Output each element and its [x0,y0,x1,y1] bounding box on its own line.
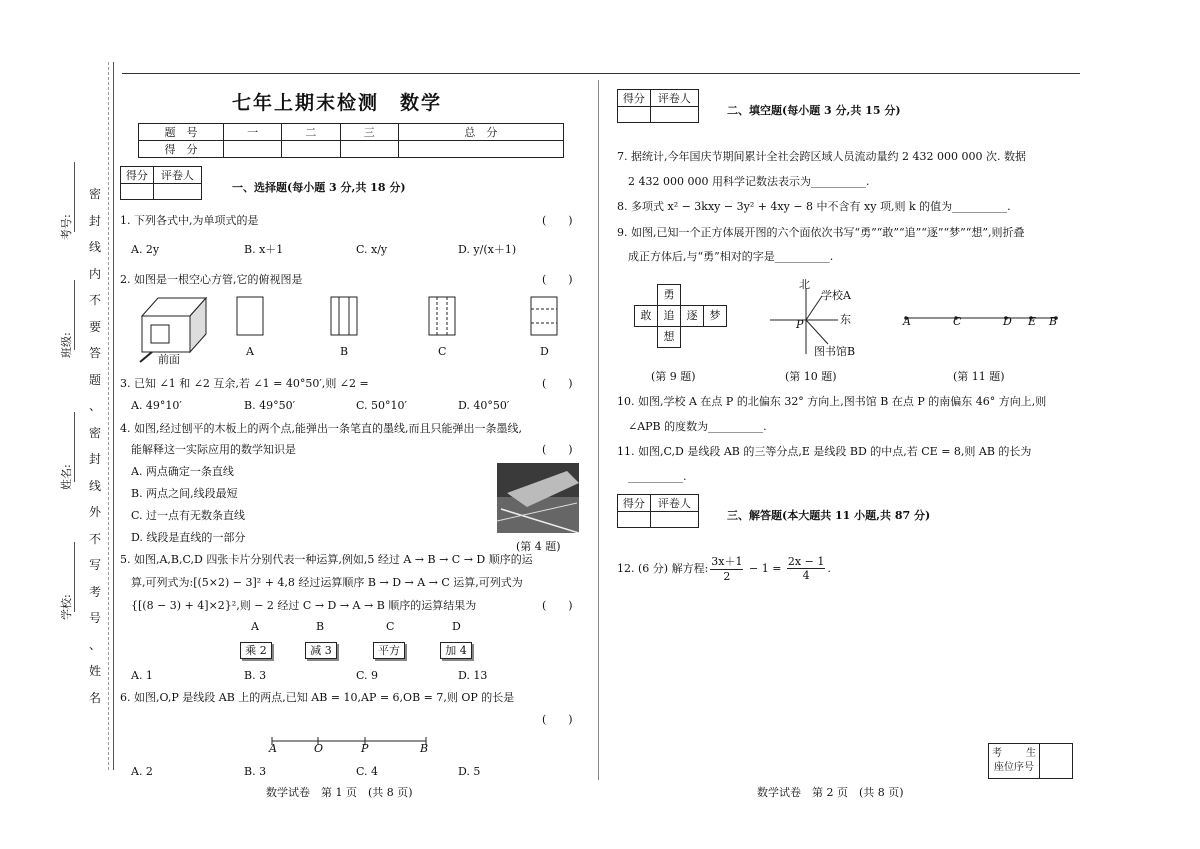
q12-lhs-denominator: 2 [723,570,731,583]
seal-warning-char: 封 [88,213,101,228]
q3-paren: ( ) [542,377,573,390]
score-header-label: 题 号 [139,124,224,141]
q5-paren: ( ) [542,599,573,612]
q6-option-c[interactable]: C. 4 [356,765,379,778]
score-row-label: 得 分 [139,141,224,158]
net-face-meng: 梦 [703,305,727,327]
sidebar-fill-line[interactable] [74,162,75,232]
section1-heading: 一、选择题(每小题 3 分,共 18 分) [232,181,406,194]
q5-card-b: 减 3 [305,642,337,659]
grader-name-cell[interactable] [153,184,201,200]
q2-paren: ( ) [542,273,573,286]
q6-option-d[interactable]: D. 5 [458,765,481,778]
grader-score-cell[interactable] [121,184,154,200]
q3-stem: 3. 已知 ∠1 和 ∠2 互余,若 ∠1 = 40°50′,则 ∠2 = [120,377,369,390]
q12-lhs-numerator: 3x＋1 [711,555,743,568]
grader-score-cell[interactable] [618,107,651,123]
q6-option-a[interactable]: A. 2 [131,765,153,778]
q5-card-letter-c: C [386,620,395,633]
q10-caption: (第 10 题) [785,370,837,383]
compass-school-a: 学校A [821,289,851,302]
q5-card-a: 乘 2 [240,642,272,659]
grader-name-label: 评卷人 [153,167,201,184]
seal-warning-char: 答 [88,346,101,360]
q4-option-d[interactable]: D. 线段是直线的一部分 [131,531,246,544]
seat-label-sheng: 生 [1026,748,1036,759]
q4-paren: ( ) [542,443,573,456]
sidebar-label: 学校: [60,594,73,620]
q9-caption: (第 9 题) [651,370,696,383]
q5-line3: {[(8 − 3) + 4]×2}²,则 − 2 经过 C → D → A → B 顺序的运算结果为 [131,599,477,612]
q2-stem: 2. 如图是一根空心方管,它的俯视图是 [120,273,303,286]
seal-warning-char: 线 [88,478,101,493]
q4-option-b[interactable]: B. 两点之间,线段最短 [131,487,238,500]
seg11-point-a: A [903,315,911,328]
seat-label [989,744,1040,779]
binding-line-outer [108,62,109,770]
q3-option-b[interactable]: B. 49°50′ [244,399,296,412]
seal-warning-char: 线 [88,240,101,254]
seal-warning-char: 密 [88,187,101,201]
q4-option-a[interactable]: A. 两点确定一条直线 [131,465,234,478]
seal-warning-char: 、 [88,399,101,413]
grader-name-label: 评卷人 [650,90,698,107]
q7-line1: 7. 据统计,今年国庆节期间累计全社会跨区域人员流动量约 2 432 000 000 次. 数据 [617,150,1026,163]
q5-card-c: 平方 [373,642,405,659]
q2-option-a-figure[interactable] [236,296,264,336]
q6-point-p: P [361,742,369,755]
q5-option-c[interactable]: C. 9 [356,669,379,682]
q2-option-c: C [438,345,447,358]
q5-card-letter-d: D [452,620,461,633]
q12-end: . [827,561,831,575]
grader-box-2 [617,89,699,123]
q10-line1: 10. 如图,学校 A 在点 P 的北偏东 32° 方向上,图书馆 B 在点 P 的南偏东 46° 方向上,则 [617,395,1047,408]
seal-warning-char: 要 [88,319,101,334]
q12-rhs-fraction [787,555,825,582]
q1-stem: 1. 下列各式中,为单项式的是 [120,214,259,227]
grader-box-1 [120,166,202,200]
compass-east: 东 [840,313,851,326]
seal-warning-char: 外 [88,505,101,519]
score-cell-3[interactable] [340,141,398,158]
sidebar-label: 班级: [60,332,73,358]
seg11-point-d: D [1003,315,1012,328]
net-face-zhu: 逐 [680,305,704,327]
q12-rhs-numerator: 2x − 1 [787,554,825,568]
grader-score-cell[interactable] [618,512,651,528]
q4-option-c[interactable]: C. 过一点有无数条直线 [131,509,246,522]
q3-option-a[interactable]: A. 49°10′ [131,399,182,412]
q5-line1: 5. 如图,A,B,C,D 四张卡片分别代表一种运算,例如,5 经过 A → B → C → D 顺序的运 [120,553,533,566]
q6-point-b: B [420,742,429,755]
q11-line1: 11. 如图,C,D 是线段 AB 的三等分点,E 是线段 BD 的中点,若 CE = 8,则 AB 的长为 [617,445,1032,458]
seat-label-kao: 考 [992,748,1002,759]
q6-segment-figure [266,736,436,748]
q4-photo [497,463,579,533]
q5-option-d[interactable]: D. 13 [458,669,488,682]
net-face-xiang: 想 [657,326,681,348]
q6-point-a: A [269,742,277,755]
sidebar-label: 考号: [60,214,73,240]
score-table [138,123,564,158]
q5-option-b[interactable]: B. 3 [244,669,267,682]
score-header-2: 二 [282,124,340,141]
section2-heading: 二、填空题(每小题 3 分,共 15 分) [727,104,901,117]
q12-equation [617,553,831,583]
seal-warning-char: 密 [88,425,101,440]
q4-stem-line2: 能解释这一实际应用的数学知识是 [131,443,296,456]
q5-option-a[interactable]: A. 1 [131,669,153,682]
q2-option-b: B [340,345,349,358]
compass-library-b: 图书馆B [814,345,856,358]
seat-number-box [988,743,1073,779]
q8-stem: 8. 多项式 x² − 3kxy − 3y² + 4xy − 8 中不含有 xy 项,则 k 的值为__________. [617,200,1011,213]
compass-north: 北 [799,278,810,291]
q5-card-letter-a: A [251,620,259,633]
q7-line2: 2 432 000 000 用科学记数法表示为__________. [628,175,870,188]
score-header-1: 一 [224,124,282,141]
q2-option-a: A [246,345,254,358]
q11-line2: __________. [628,470,687,483]
q5-card-d: 加 4 [440,642,472,659]
q2-option-d: D [540,345,549,358]
exam-title: 七年上期末检测 数学 [232,92,443,114]
sidebar-fill-line[interactable] [74,542,75,612]
net-face-zhui: 追 [657,305,681,327]
compass-p: P [796,318,804,331]
seg11-point-e: E [1028,315,1037,328]
score-cell-total[interactable] [398,141,563,158]
sidebar-fill-line[interactable] [74,280,75,350]
net-face-gan: 敢 [634,305,658,327]
grader-score-label: 得分 [618,495,651,512]
q1-option-b[interactable]: B. x＋1 [244,243,284,256]
q5-card-letter-b: B [316,620,325,633]
grader-name-cell[interactable] [650,107,698,123]
q2-option-d-figure[interactable] [530,296,558,336]
q4-caption: (第 4 题) [516,540,561,553]
q2-option-c-figure[interactable] [428,296,456,336]
sidebar-fill-line[interactable] [74,412,75,482]
q10-line2: ∠APB 的度数为__________. [628,420,767,433]
top-rule [122,73,1080,74]
page1-footer: 数学试卷 第 1 页 (共 8 页) [266,786,413,799]
seal-warning-char: 写 [88,558,101,572]
q11-caption: (第 11 题) [953,370,1005,383]
score-cell-1[interactable] [224,141,282,158]
grader-box-3 [617,494,699,528]
q1-option-a[interactable]: A. 2y [131,243,160,256]
seal-warning-char: 名 [88,690,101,705]
q5-line2: 算,可列式为:[(5×2) − 3]² + 4,8 经过运算顺序 B → D → A → C 运算,可列式为 [131,576,523,589]
q2-front-label: 前面 [158,353,180,366]
net-face-yong: 勇 [657,284,681,306]
seal-warning-char: 、 [88,637,101,652]
grader-name-label: 评卷人 [650,495,698,512]
sidebar-label: 姓名: [60,464,73,490]
seal-warning-char: 姓 [88,664,101,678]
binding-line-inner [113,62,114,770]
seat-label-line2: 座位序号 [994,762,1034,773]
q12-rhs-denominator: 4 [802,568,810,582]
seg11-point-b: B [1049,315,1058,328]
page2-footer: 数学试卷 第 2 页 (共 8 页) [757,786,904,799]
q6-option-b[interactable]: B. 3 [244,765,267,778]
q3-option-d[interactable]: D. 40°50′ [458,399,510,412]
q9-line2: 成正方体后,与“勇”相对的字是__________. [628,250,834,263]
score-header-3: 三 [340,124,398,141]
seat-number-input[interactable] [1040,744,1073,779]
score-cell-2[interactable] [282,141,340,158]
q2-option-b-figure[interactable] [330,296,358,336]
seal-warning-char: 内 [88,266,101,281]
q12-prefix: 12. (6 分) 解方程: [617,562,709,575]
section3-heading: 三、解答题(本大题共 11 小题,共 87 分) [727,509,931,522]
q6-paren: ( ) [542,713,573,726]
q12-mid: − 1 = [745,561,785,575]
seal-warning-char: 考 [88,584,101,599]
page-divider [598,80,599,780]
q9-line1: 9. 如图,已知一个正方体展开图的六个面依次书写“勇”“敢”“追”“逐”“梦”“想”,则折叠 [617,226,1025,239]
grader-score-label: 得分 [121,167,154,184]
grader-score-label: 得分 [618,90,651,107]
q4-stem-line1: 4. 如图,经过刨平的木板上的两个点,能弹出一条笔直的墨线,而且只能弹出一条墨线, [120,422,522,435]
q12-lhs-fraction [710,553,743,583]
q6-point-o: O [314,742,324,755]
q6-stem: 6. 如图,O,P 是线段 AB 上的两点,已知 AB = 10,AP = 6,OB = 7,则 OP 的长是 [120,691,515,704]
seal-warning-char: 号 [88,611,101,625]
seal-warning-char: 题 [88,372,101,387]
q3-option-c[interactable]: C. 50°10′ [356,399,408,412]
score-header-total: 总 分 [398,124,563,141]
grader-name-cell[interactable] [650,512,698,528]
seal-warning-char: 不 [88,293,101,307]
seg11-point-c: C [953,315,962,328]
seal-warning-char: 封 [88,452,101,466]
q1-option-c[interactable]: C. x/y [356,243,388,256]
seal-warning-char: 不 [88,531,101,546]
q1-paren: ( ) [542,214,573,227]
q1-option-d[interactable]: D. y/(x＋1) [458,243,517,256]
